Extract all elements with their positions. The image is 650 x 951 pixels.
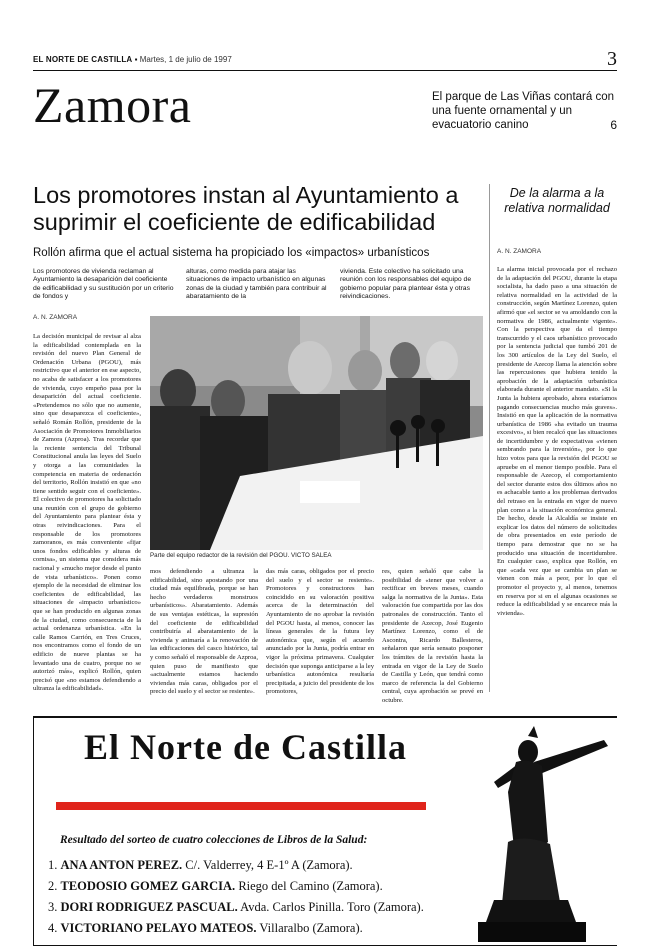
- winner-name: VICTORIANO PELAYO MATEOS.: [60, 921, 257, 935]
- advertisement-box: [33, 716, 617, 946]
- press-photo[interactable]: [150, 316, 483, 550]
- winner-address: Villaralbo (Zamora).: [259, 921, 363, 935]
- winner-item: [48, 855, 424, 876]
- body-column-1: La decisión municipal de revisar al alza la edificabilidad contemplada en la revisión del nuevo Plan General de Ordenación Urbana (PGOU), más restrictivo que el anterior en ese aspecto, no acaba de satisfacer a los promotores de vivienda, cuyo empeño pasa por la desaparición del actual coeficiente. «Pretendemos no sólo que no aumente, sino que desaparezca el coeficiente», señaló Román Rollón, presidente de la Asociación de Promotores Inmobiliarios de Zamora (Azproa). Tras recordar que la reciente sentencia del Tribunal Constitucional anula las leyes del Suelo y otorga a las comunidades la competencia en materia de ordenación del territorio, Rollón insistió en que «no tiene sentido seguir con el coeficiente». El colectivo de promotores ha solicitado una reunión con el grupo de gobierno del Ayuntamiento para plantear ésta y otras reivindicaciones. Para el responsable de los promotores zamoranos, es más conveniente «fijar unos fondos edificables y alturas de cornisa», un sistema que considera más racional y «mucho mejor desde el punto de vista urbanístico». Ponen como ejemplo de la necesidad de eliminar los coeficientes de edificabilidad, las situaciones de «impacto urbanístico» que se han producido en algunas zonas de la ciudad, como consecuencia de la actual ordenanza urbanística. «En la calle Ramos Carrión, en Tres Cruces, nos encontramos como el fondo de un edificio de nueve plantas se ha levantado una de cuatro, porque no se autorizó más», explicó Rollón, quien precisó que «no estamos defendiendo a ultranza la edificabilidad».: [33, 333, 141, 693]
- issue-date: Martes, 1 de julio de 1997: [139, 55, 232, 64]
- statue-image: [464, 722, 614, 944]
- body-column-3: das más caras, obligados por el precio del suelo y el sector se resiente». Promotores y constructores han coincidido en su valoración positiva acerca de la determinación del Ayuntamiento de no aprobar la revisión del PGOU hasta, al menos, conocer las líneas generales de la futura ley autonómica que, según el acuerdo anunciado por la Junta, podría entrar en vigor la próxima primavera. Cualquier decisión que suponga anticiparse a la ley urbanística autonómica resultaría precipitada, a juicio del presidente de los promotores,: [266, 568, 374, 696]
- lead-paragraph-col2: alturas, como medida para atajar las situaciones de impacto urbanístico en algunas zonas de la ciudad y también para contribuir al abaratamiento de la: [186, 268, 327, 301]
- ad-intro-text: Resultado del sorteo de cuatro colecciones de Libros de la Salud:: [60, 834, 368, 846]
- lead-paragraph-col3: vivienda. Este colectivo ha solicitado una reunión con los responsables del equipo de gobierno popular para plantear ésta y otras reivindicaciones.: [340, 268, 472, 301]
- photo-caption: Parte del equipo redactor de la revisión del PGOU. VICTO SALEA: [150, 552, 332, 559]
- lead-paragraph-col1: Los promotores de vivienda reclaman al Ayuntamiento la desaparición del coeficiente de edificabilidad y su sustitución por un criterio de fondos y: [33, 268, 174, 301]
- winner-address: Avda. Carlos Pinilla. Toro (Zamora).: [240, 900, 424, 914]
- press-photo-illustration: [150, 316, 483, 550]
- winner-address: C/. Valderrey, 4 E-1º A (Zamora).: [185, 858, 353, 872]
- winners-list: [48, 855, 424, 939]
- newspaper-name: EL NORTE DE CASTILLA: [33, 55, 133, 64]
- ad-red-bar: [56, 802, 426, 810]
- ad-logo-text: El Norte de Castilla: [84, 727, 407, 767]
- body-column-2: mos defendiendo a ultranza la edificabilidad, sino apostando por una ciudad más equilibrada, porque se han hecho verdaderos monstruos urbanísticos». Abaratamiento. Además de sus ventajas estéticas, la supresión del coeficiente de edificabilidad contribuiría al abaratamiento de la vivienda y animaría a la renovación de las edificaciones del casco histórico, tal y como señaló el responsable de Azproa, quien puso de manifiesto que «actualmente estamos haciendo viviendas más caras, obligados por el precio del suelo y el sector se resiente».: [150, 568, 258, 696]
- winner-name: DORI RODRIGUEZ PASCUAL.: [60, 900, 238, 914]
- teaser-page-ref: 6: [610, 118, 617, 132]
- header-separator: ▪: [134, 55, 140, 64]
- winner-number: 4.: [48, 921, 58, 935]
- sidebar-body: La alarma inicial provocada por el rechazo de la adaptación del PGOU, durante la etapa socialista, ha dado paso a una situación de relativa normalidad en la actividad de la construcción, según Martínez Lorenzo, quien afirmó que «el sector se va amoldando con la normativa de 1986, actualmente vigente». Con la perspectiva que da el tiempo transcurrido y el caos urbanístico provocado por la sentencia judicial que tumbó 201 de los 300 artículos de la Ley del Suelo, el presidente de Azecop llama la atención sobre las repercusiones que hubiera tenido la aprobación de la adaptación urbanística elaborada durante el anterior mandato. «Si la Junta la hubiera aprobado, ahora estaríamos pagando consecuencias mucho más graves». Insistió en que la aplicación de la normativa urbanística de 1986 «ha evitado un trauma excesivo», si bien recalcó que las situaciones de incertidumbre y de expectativas «vienen sembrando para la inversión», por lo que hizo votos para que la revisión del PGOU se apruebe en el menor tiempo posible. Para el responsable de Azecop, el comportamiento del sector durante estos dos últimos años no es achacable tanto a los problemas derivados del retraso en la entrada en vigor de nuevo plan como a la situación económica general. De hecho, desde la Alcaldía se insiste en explicar los datos del número de solicitudes de obra presentados en este período de tiempo para demostrar que no se ha producido una situación de incertidumbre. En cualquier caso, explica que Rollón, en que «cada vez que se cambia un plan se vienen con más a peor, por lo que el promotor el proyecto y, al menos, tenemos en reserva por si en el algunas ocasiones se reduce la edificabilidad y se encarece más la vivienda».: [497, 266, 617, 617]
- sidebar-divider: [489, 184, 490, 692]
- running-header: [33, 48, 617, 71]
- teaser-text: El parque de Las Viñas contará con una fuente ornamental y un evacuatorio canino: [432, 91, 614, 131]
- winner-item: [48, 876, 424, 897]
- winner-address: Riego del Camino (Zamora).: [238, 879, 383, 893]
- article-byline: A. N. ZAMORA: [33, 314, 78, 321]
- body-column-4: res, quien señaló que cabe la posibilidad de «tener que volver a rectificar en breves meses, cuando salga la normativa de la Junta». Esta valoración fue compartida por las dos patronales de construcción. Tanto el presidente de Azecop, José Eugenio Martínez Lorenzo, como el de Ascontra, Ricardo Ballesteros, señalaron que sería sensato posponer los trámites de la revisión hasta la entrada en vigor de la Ley de Suelo de Castilla y León, que tendrá como marco de referencia la del Gobierno central, cuya aprobación se prevé en octubre.: [382, 568, 483, 704]
- sidebar-byline: A. N. ZAMORA: [497, 248, 542, 255]
- winner-name: ANA ANTON PEREZ.: [60, 858, 183, 872]
- sidebar-title[interactable]: De la alarma a la relativa normalidad: [504, 186, 610, 215]
- article-headline[interactable]: Los promotores instan al Ayuntamiento a suprimir el coeficiente de edificabilidad: [33, 182, 459, 235]
- winner-number: 1.: [48, 858, 58, 872]
- winner-item: [48, 918, 424, 939]
- winner-number: 3.: [48, 900, 58, 914]
- page-number: 3: [607, 48, 617, 70]
- section-title: Zamora: [33, 77, 192, 133]
- winner-item: [48, 897, 424, 918]
- article-deck: Rollón afirma que el actual sistema ha propiciado los «impactos» urbanísticos: [33, 247, 430, 259]
- teaser-box[interactable]: [432, 90, 617, 132]
- winner-number: 2.: [48, 879, 58, 893]
- winner-name: TEODOSIO GOMEZ GARCIA.: [60, 879, 236, 893]
